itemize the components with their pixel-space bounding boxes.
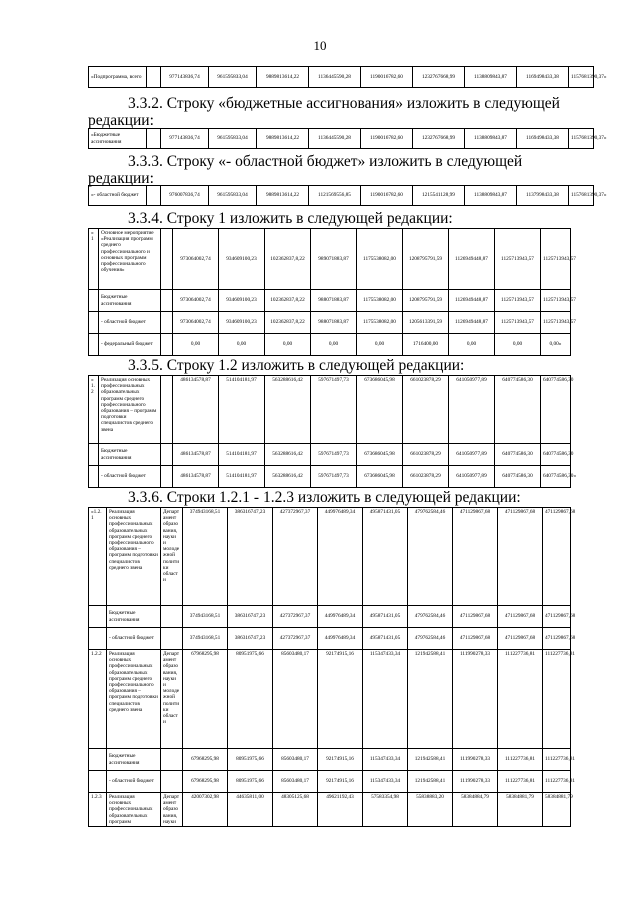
table-rows-1-2-1-to-1-2-3 <box>88 507 576 827</box>
value-cell: 44635811,00 <box>228 793 273 827</box>
value-cell: 1190016782,60 <box>361 67 413 88</box>
value-cell: 1169498433,38 <box>517 129 569 149</box>
value-cell: 0,00 <box>265 334 311 356</box>
value-cell: 1126949448,87 <box>449 290 495 312</box>
row-name: - федеральный бюджет <box>99 334 161 356</box>
table-row <box>89 508 571 606</box>
value-cell: 1175538082,00 <box>357 229 403 290</box>
value-cell: 1121569556,85 <box>309 186 361 206</box>
value-cell: 471129867,68 <box>453 628 498 650</box>
value-cell: 111990278,33 <box>453 749 498 771</box>
table-row <box>89 334 571 356</box>
value-cell: 641050977,89 <box>449 376 495 444</box>
value-cell: 1138809843,87 <box>465 186 517 206</box>
row-code: «1.2.1 <box>89 508 107 606</box>
row-code: 1.2.2 <box>89 650 107 749</box>
value-cell: 102362837,8,22 <box>265 312 311 334</box>
table-row <box>89 650 571 749</box>
value-cell: 115347433,34 <box>363 771 408 793</box>
value-cell: 640774586,30 <box>495 376 541 444</box>
value-cell: 58384884,79 <box>453 793 498 827</box>
value-cell: 640774586,30» <box>541 466 571 488</box>
value-cell: 597671497,73 <box>311 466 357 488</box>
table-budget-allocations <box>88 128 607 149</box>
table-row <box>89 67 594 88</box>
table-row <box>89 186 594 206</box>
value-cell: 1125713943,57 <box>495 312 541 334</box>
value-cell: 514104181,97 <box>219 376 265 444</box>
value-cell: 673686045,98 <box>357 466 403 488</box>
value-cell: 1157681390,37» <box>569 129 594 149</box>
value-cell: 111227736,81 <box>543 749 571 771</box>
value-cell: 471129867,68 <box>498 508 543 606</box>
row-executor <box>161 771 183 793</box>
value-cell: 563288616,42 <box>265 376 311 444</box>
row-executor <box>161 749 183 771</box>
table-row-1 <box>88 228 576 356</box>
value-cell: 9615958ЗЗ,04 <box>209 67 257 88</box>
value-cell: 486134578,87 <box>173 376 219 444</box>
value-cell: 514104181,97 <box>219 444 265 466</box>
value-cell: 92174915,16 <box>318 650 363 749</box>
value-cell: 92174915,16 <box>318 771 363 793</box>
row-executor <box>147 129 161 149</box>
value-cell: 48305125,68 <box>273 793 318 827</box>
value-cell: 427372967,37 <box>273 628 318 650</box>
value-cell: 1205613391,59 <box>403 312 449 334</box>
value-cell: 102362837,8,22 <box>265 290 311 312</box>
value-cell: 471129867,68 <box>453 508 498 606</box>
value-cell: 449976489,34 <box>318 606 363 628</box>
value-cell: 661023878,29 <box>403 466 449 488</box>
section-heading: 3.3.4. Строку 1 изложить в следующей редакции: <box>128 210 453 227</box>
value-cell: 55838883,20 <box>408 793 453 827</box>
value-cell: 495871431,05 <box>363 508 408 606</box>
value-cell: 961595833,04 <box>209 186 257 206</box>
value-cell: 374943168,51 <box>183 606 228 628</box>
value-cell: 640774586,30 <box>541 444 571 466</box>
section-heading <box>88 95 568 129</box>
value-cell: 495871431,05 <box>363 628 408 650</box>
row-name: - областной бюджет <box>107 771 161 793</box>
value-cell: 58384881,79 <box>543 793 571 827</box>
value-cell: 0,00 <box>311 334 357 356</box>
row-code <box>89 312 99 334</box>
row-name: Реализация основных профессиональных образовательных программ <box>107 793 161 827</box>
value-cell: 641050977,89 <box>449 444 495 466</box>
value-cell: 1138809843,87 <box>465 67 517 88</box>
row-code <box>89 290 99 312</box>
value-cell: 1190016782,60 <box>361 129 413 149</box>
value-cell: 1138809843,87 <box>465 129 517 149</box>
value-cell: 1208795791,59 <box>403 229 449 290</box>
value-cell: 67968295,98 <box>183 749 228 771</box>
table-row <box>89 312 571 334</box>
value-cell: 121942588,41 <box>408 650 453 749</box>
table-row <box>89 444 571 466</box>
table-row <box>89 466 571 488</box>
value-cell: 973064002,74 <box>173 229 219 290</box>
row-executor <box>161 606 183 628</box>
value-cell: 1190016782,60 <box>361 186 413 206</box>
value-cell: 121942588,41 <box>408 749 453 771</box>
value-cell: 471129867,68 <box>543 606 571 628</box>
value-cell: 988071883,87 <box>311 312 357 334</box>
value-cell: 471129867,68 <box>498 628 543 650</box>
heading-line: 3.3.3. Строку «- областной бюджет» изложить в следующей <box>128 153 523 170</box>
table-row <box>89 376 571 444</box>
value-cell: 0,00 <box>495 334 541 356</box>
value-cell: 486134578,87 <box>173 444 219 466</box>
row-executor <box>161 290 173 312</box>
value-cell: 386316747,23 <box>228 606 273 628</box>
value-cell: 85603480,17 <box>273 749 318 771</box>
value-cell: 976007836,74 <box>161 186 209 206</box>
value-cell: 49621192,43 <box>318 793 363 827</box>
value-cell: 386316747,23 <box>228 508 273 606</box>
row-code <box>89 771 107 793</box>
row-name: Основное мероприятие «Реализация программ среднего профессионального и основных программ профессионального обучения» <box>99 229 161 290</box>
value-cell: 111990278,33 <box>453 650 498 749</box>
value-cell: 1169498433,38 <box>517 67 569 88</box>
value-cell: 9889813614,22 <box>257 67 309 88</box>
row-code <box>89 606 107 628</box>
row-executor <box>161 334 173 356</box>
row-name: Реализация основных профессиональных образовательных программ среднего профессионального образования – программ подготовки специалистов среднего звена <box>107 508 161 606</box>
value-cell: 111990278,33 <box>453 771 498 793</box>
value-cell: 111227736,81 <box>543 650 571 749</box>
value-cell: 1157681390,37» <box>569 67 594 88</box>
row-code <box>89 444 99 466</box>
value-cell: 1126949448,87 <box>449 312 495 334</box>
value-cell: 1125713943,57 <box>541 312 571 334</box>
section-heading: 3.3.6. Строки 1.2.1 - 1.2.3 изложить в следующей редакции: <box>128 489 521 506</box>
table-row <box>89 749 571 771</box>
row-name: Бюджетные ассигнования <box>107 749 161 771</box>
row-name: Бюджетные ассигнования <box>99 444 161 466</box>
heading-line: 3.3.2. Строку «бюджетные ассигнования» изложить в следующей <box>128 95 560 112</box>
value-cell: 1716400,00 <box>403 334 449 356</box>
value-cell: 673686045,98 <box>357 444 403 466</box>
value-cell: 449976489,34 <box>318 628 363 650</box>
row-executor <box>161 628 183 650</box>
value-cell: 0,00 <box>219 334 265 356</box>
value-cell: 495871431,05 <box>363 606 408 628</box>
value-cell: 640774586,30 <box>495 466 541 488</box>
value-cell: 973064002,74 <box>173 312 219 334</box>
row-name: Реализация основных профессиональных образовательных программ среднего профессионального образования – программ подготовки специалистов среднего звена <box>99 376 161 444</box>
page-number: 10 <box>313 38 327 53</box>
value-cell: 479762584,46 <box>408 628 453 650</box>
table-row <box>89 129 594 149</box>
value-cell: 42007302,98 <box>183 793 228 827</box>
row-code <box>89 628 107 650</box>
value-cell: 111227736,81 <box>498 749 543 771</box>
value-cell: 977143836,74 <box>161 129 209 149</box>
value-cell: 471129867,68 <box>453 606 498 628</box>
value-cell: 934609100,23 <box>219 229 265 290</box>
value-cell: 673686045,98 <box>357 376 403 444</box>
value-cell: 0,00 <box>357 334 403 356</box>
value-cell: 67968295,98 <box>183 771 228 793</box>
row-name: - областной бюджет <box>107 628 161 650</box>
table-row <box>89 290 571 312</box>
value-cell: 374943168,51 <box>183 508 228 606</box>
row-code <box>89 466 99 488</box>
value-cell: 111227736,81 <box>543 771 571 793</box>
row-executor <box>147 186 161 206</box>
table-row <box>89 628 571 650</box>
row-executor <box>161 466 173 488</box>
row-code <box>89 749 107 771</box>
value-cell: 514104181,97 <box>219 466 265 488</box>
value-cell: 563288616,42 <box>265 466 311 488</box>
value-cell: 597671497,73 <box>311 444 357 466</box>
value-cell: 85603480,17 <box>273 771 318 793</box>
row-name: Бюджетные ассигнования <box>99 290 161 312</box>
value-cell: 1175538082,00 <box>357 312 403 334</box>
value-cell: 661023878,29 <box>403 376 449 444</box>
value-cell: 1136445590,28 <box>309 129 361 149</box>
value-cell: 934609100,23 <box>219 312 265 334</box>
value-cell: 479762584,46 <box>408 606 453 628</box>
value-cell: 374943168,51 <box>183 628 228 650</box>
value-cell: 9889813614,22 <box>257 129 309 149</box>
value-cell: 0,00 <box>449 334 495 356</box>
value-cell: 1125713943,57 <box>541 229 571 290</box>
value-cell: 1125713943,57 <box>495 290 541 312</box>
value-cell: 479762584,46 <box>408 508 453 606</box>
row-executor <box>147 67 161 88</box>
value-cell: 1137998433,38 <box>517 186 569 206</box>
section-heading: 3.3.5. Строку 1.2 изложить в следующей редакции: <box>128 357 465 374</box>
value-cell: 9889813614,22 <box>257 186 309 206</box>
value-cell: 111227736,81 <box>498 650 543 749</box>
heading-line: редакции: <box>88 112 154 129</box>
table-subprogram-total <box>88 66 607 88</box>
row-executor: Департамент образования, науки <box>161 793 183 827</box>
row-name: Бюджетные ассигнования <box>107 606 161 628</box>
value-cell: 58384881,79 <box>498 793 543 827</box>
table-row-1-2 <box>88 375 577 488</box>
row-name: Реализация основных профессиональных образовательных программ среднего профессионального образования – программ подготовки специалистов среднего звена <box>107 650 161 749</box>
value-cell: 1126949448,87 <box>449 229 495 290</box>
value-cell: 1232767668,99 <box>413 67 465 88</box>
value-cell: 563288616,42 <box>265 444 311 466</box>
value-cell: 640774586,30 <box>495 444 541 466</box>
value-cell: 1125713943,57 <box>541 290 571 312</box>
table-row <box>89 793 571 827</box>
value-cell: 597671497,73 <box>311 376 357 444</box>
table-regional-budget <box>88 185 607 206</box>
row-code: 1.2.3 <box>89 793 107 827</box>
value-cell: 0,00» <box>541 334 571 356</box>
value-cell: 102362837,8,22 <box>265 229 311 290</box>
row-code <box>89 334 99 356</box>
value-cell: 85603480,17 <box>273 650 318 749</box>
value-cell: 0,00 <box>173 334 219 356</box>
value-cell: 1136445590,28 <box>309 67 361 88</box>
value-cell: 449976489,34 <box>318 508 363 606</box>
value-cell: 92174915,16 <box>318 749 363 771</box>
value-cell: 471129867,68 <box>498 606 543 628</box>
row-executor <box>161 376 173 444</box>
value-cell: 471129867,68 <box>543 508 571 606</box>
value-cell: 989071883,87 <box>311 229 357 290</box>
value-cell: 1175538082,00 <box>357 290 403 312</box>
value-cell: 1232767668,99 <box>413 129 465 149</box>
row-executor: Департамент образования, науки и молодежной политики области <box>161 650 183 749</box>
row-name: «Подпрограмма, всего <box>89 67 147 88</box>
section-heading <box>88 153 568 187</box>
value-cell: 115347433,34 <box>363 650 408 749</box>
value-cell: 988071883,87 <box>311 290 357 312</box>
value-cell: 641050977,89 <box>449 466 495 488</box>
value-cell: 1125713943,57 <box>495 229 541 290</box>
value-cell: 934609100,23 <box>219 290 265 312</box>
value-cell: 1208795791,59 <box>403 290 449 312</box>
row-name: - областной бюджет <box>99 466 161 488</box>
table-row <box>89 606 571 628</box>
table-row <box>89 771 571 793</box>
value-cell: 386316747,23 <box>228 628 273 650</box>
table-row <box>89 229 571 290</box>
value-cell: 961595833,04 <box>209 129 257 149</box>
row-code: «1.2 <box>89 376 99 444</box>
value-cell: 1157681390,37» <box>569 186 594 206</box>
value-cell: 80951975,66 <box>228 749 273 771</box>
value-cell: 67968295,98 <box>183 650 228 749</box>
value-cell: 9771438З6,74 <box>161 67 209 88</box>
value-cell: 486134578,87 <box>173 466 219 488</box>
value-cell: 80951975,66 <box>228 650 273 749</box>
value-cell: 57583354,98 <box>363 793 408 827</box>
value-cell: 115347433,34 <box>363 749 408 771</box>
value-cell: 427372967,37 <box>273 508 318 606</box>
value-cell: 661023878,29 <box>403 444 449 466</box>
heading-line: редакции: <box>88 170 154 187</box>
row-name: - областной бюджет <box>99 312 161 334</box>
value-cell: 471129867,68 <box>543 628 571 650</box>
value-cell: 973064002,74 <box>173 290 219 312</box>
value-cell: 640774586,30 <box>541 376 571 444</box>
row-executor <box>161 312 173 334</box>
value-cell: 80951975,66 <box>228 771 273 793</box>
value-cell: 121942588,41 <box>408 771 453 793</box>
row-executor: Департамент образования, науки и молодежной политики области <box>161 508 183 606</box>
value-cell: 111227736,81 <box>498 771 543 793</box>
row-name: «- областной бюджет <box>89 186 147 206</box>
value-cell: 1215541128,99 <box>413 186 465 206</box>
row-code: «1 <box>89 229 99 290</box>
value-cell: 427372967,37 <box>273 606 318 628</box>
row-name: «Бюджетные ассигнования <box>89 129 147 149</box>
row-executor <box>161 229 173 290</box>
row-executor <box>161 444 173 466</box>
